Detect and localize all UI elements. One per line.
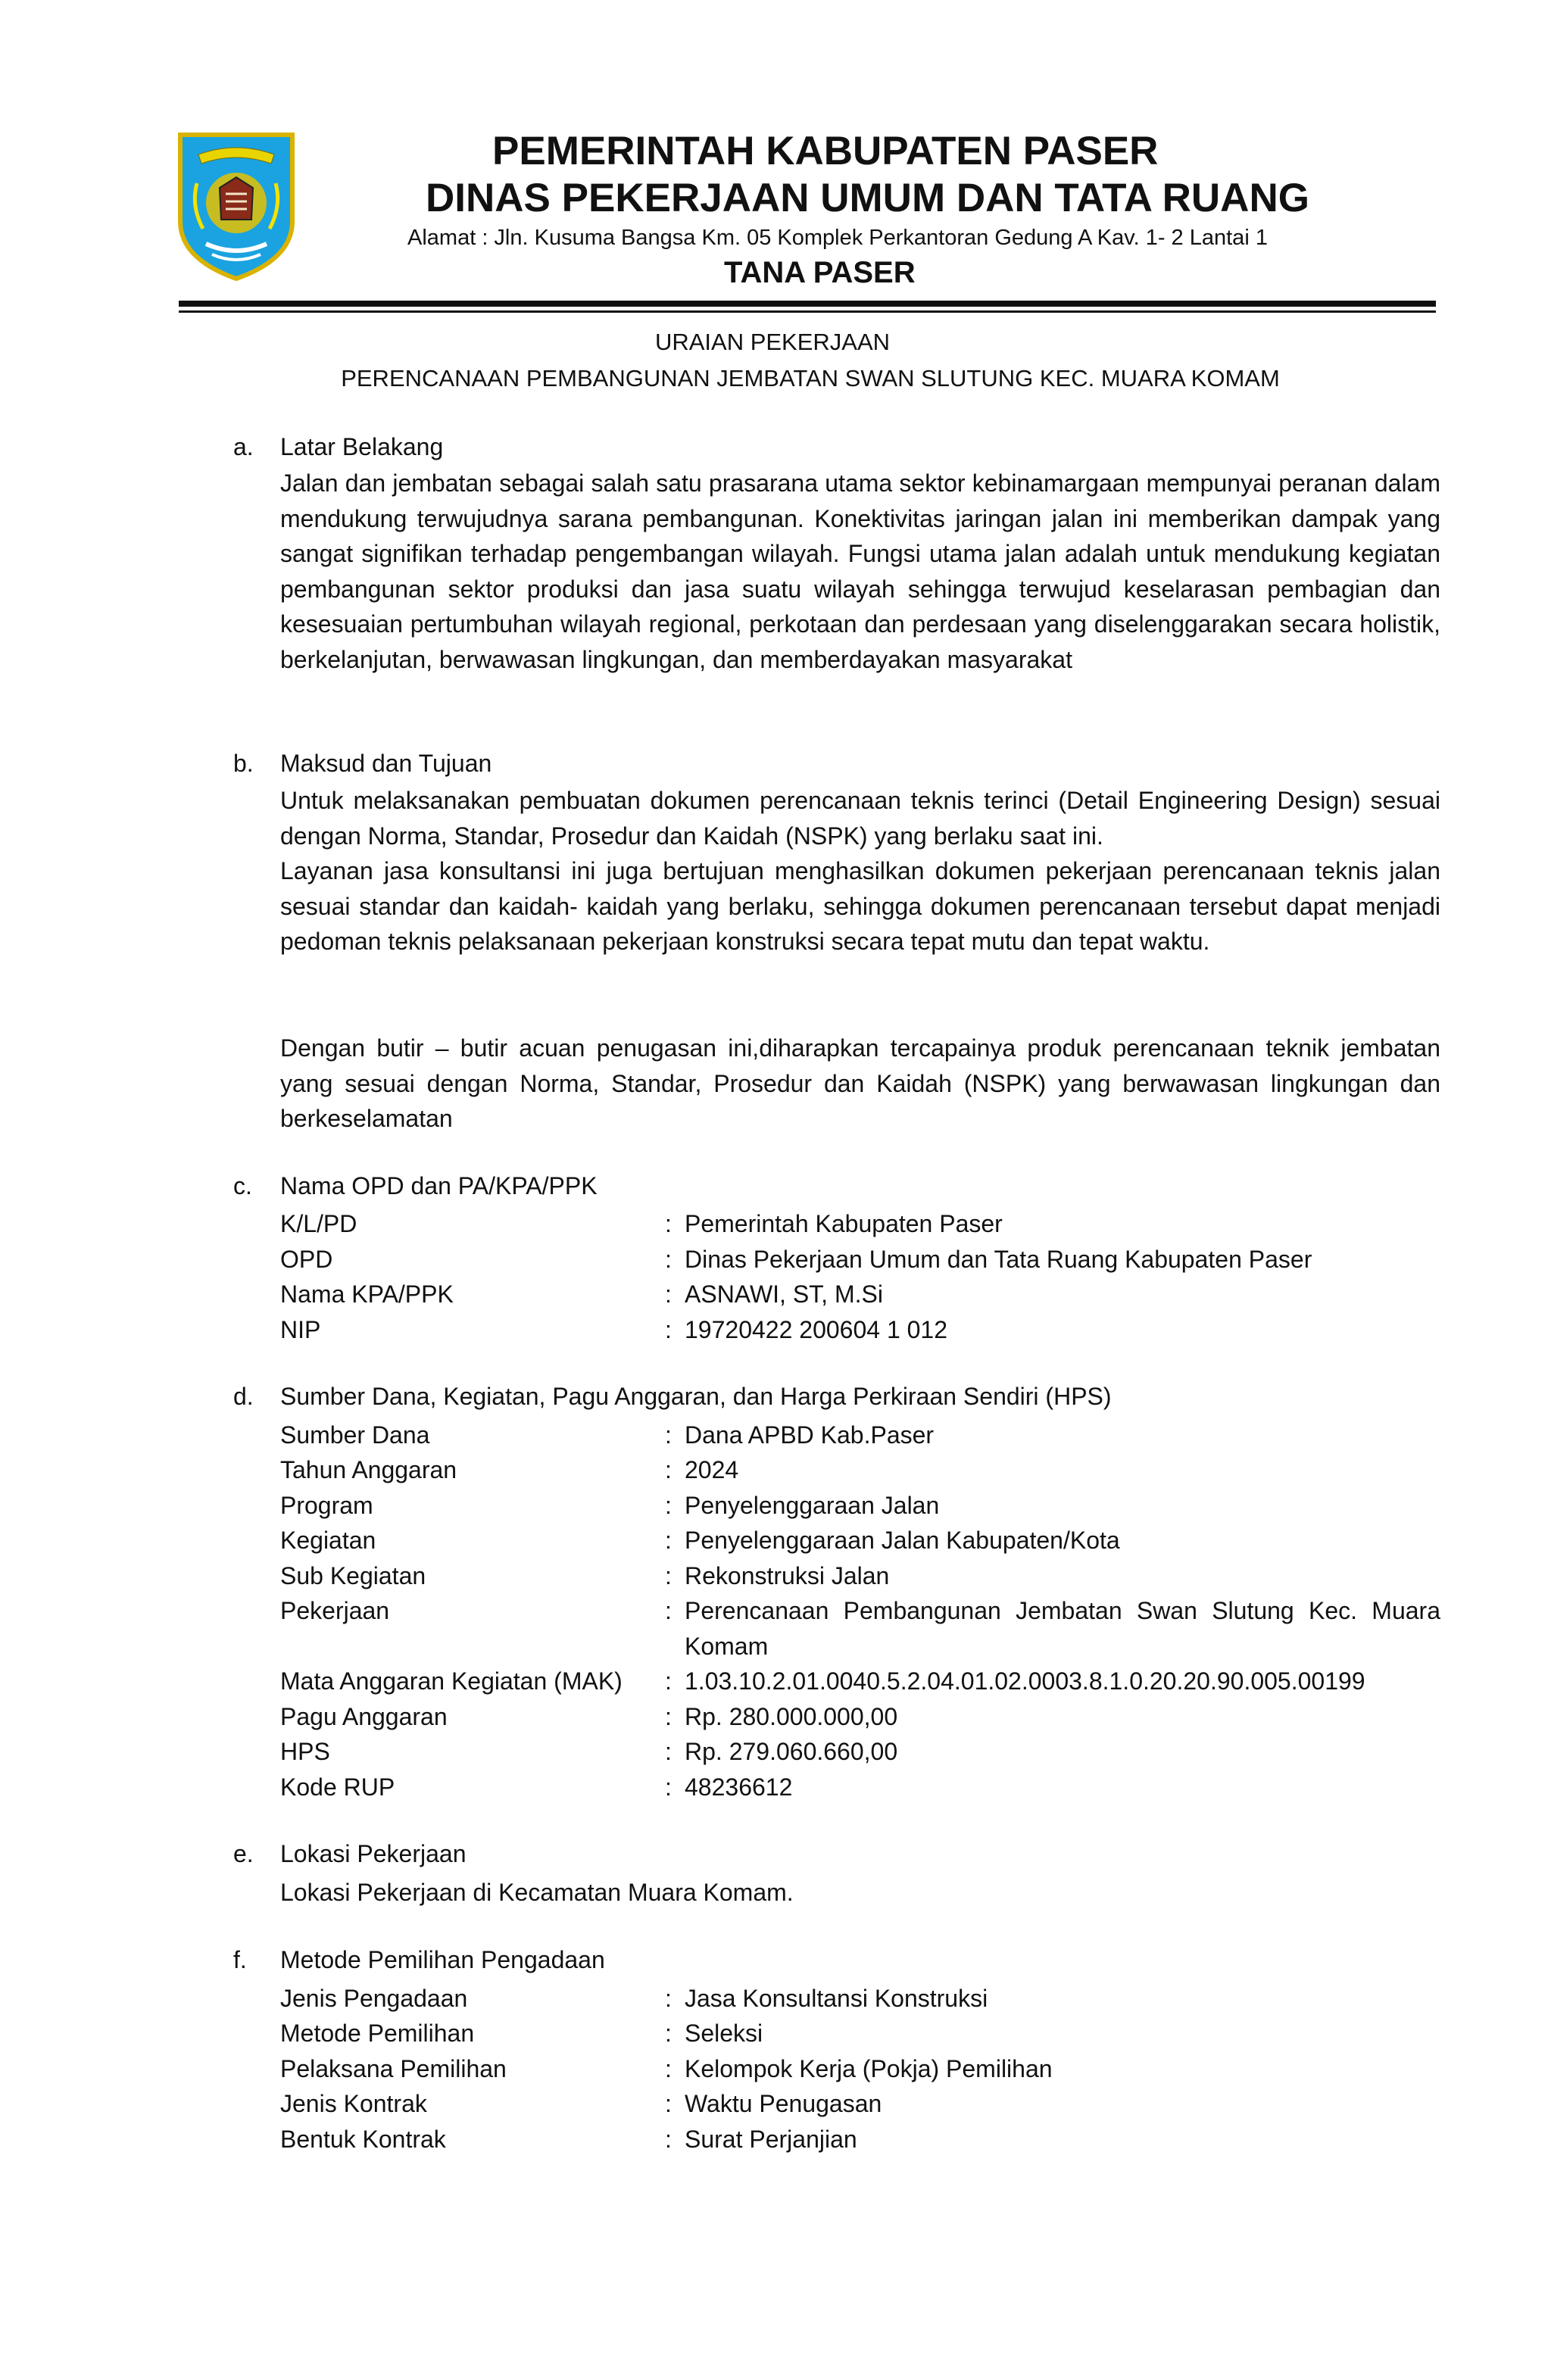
section-b-paragraph: [280, 783, 1440, 959]
kv-colon: :: [665, 1492, 672, 1519]
header-divider-thin: [179, 310, 1436, 313]
kv-colon: :: [665, 1985, 672, 2012]
document-title: URAIAN PEKERJAAN: [654, 329, 891, 355]
kv-value: 19720422 200604 1 012: [685, 1316, 948, 1343]
header-address: Alamat : Jln. Kusuma Bangsa Km. 05 Komplek Perkantoran Gedung A Kav. 1- 2 Lantai 1: [407, 226, 1268, 250]
kv-colon: :: [665, 1246, 672, 1273]
kv-row: [280, 1418, 1440, 1453]
kv-row: [280, 2051, 1440, 2087]
kv-label: Kode RUP: [280, 1773, 395, 1801]
kv-colon: :: [665, 1421, 672, 1449]
kv-value: Penyelenggaraan Jalan: [685, 1492, 940, 1519]
section-title: Latar Belakang: [280, 433, 444, 460]
kv-colon: :: [665, 1316, 672, 1343]
kv-value: Surat Perjanjian: [685, 2126, 857, 2153]
section-letter: d.: [233, 1383, 254, 1410]
section-title: Nama OPD dan PA/KPA/PPK: [280, 1172, 598, 1199]
kv-value: 2024: [685, 1456, 739, 1483]
kv-colon: :: [665, 2126, 672, 2153]
kv-row: [280, 2122, 1440, 2157]
kv-row: [280, 1277, 1440, 1312]
kv-label: Metode Pemilihan: [280, 2020, 475, 2047]
kv-value: Penyelenggaraan Jalan Kabupaten/Kota: [685, 1527, 1120, 1554]
kv-row: [280, 1558, 1440, 1594]
paragraph-text: Untuk melaksanakan pembuatan dokumen perencanaan teknis terinci (Detail Engineering Design) sesuai dengan Norma, Standar, Prosedur dan Kaidah (NSPK) yang berlaku saat ini.: [280, 787, 1440, 850]
kv-label: OPD: [280, 1246, 333, 1273]
kv-value: Perencanaan Pembangunan Jembatan Swan Slutung Kec. Muara Komam: [685, 1597, 1440, 1660]
header-city: TANA PASER: [724, 256, 916, 289]
kv-row: [280, 1734, 1440, 1770]
kv-value: Rp. 279.060.660,00: [685, 1738, 898, 1765]
kv-label: Program: [280, 1492, 373, 1519]
kv-value: 1.03.10.2.01.0040.5.2.04.01.02.0003.8.1.0.20.20.90.005.00199: [685, 1667, 1365, 1695]
kv-colon: :: [665, 1703, 672, 1730]
kabupaten-paser-emblem-icon: [176, 130, 297, 282]
kv-row: [280, 1206, 1440, 1242]
kv-label: Sub Kegiatan: [280, 1562, 426, 1589]
kv-colon: :: [665, 1456, 672, 1483]
kv-colon: :: [665, 1562, 672, 1589]
kv-value: Dinas Pekerjaan Umum dan Tata Ruang Kabupaten Paser: [685, 1246, 1312, 1273]
kv-row: [280, 1981, 1440, 2017]
kv-value: Seleksi: [685, 2020, 763, 2047]
kv-value: Dana APBD Kab.Paser: [685, 1421, 935, 1449]
kv-label: Pelaksana Pemilihan: [280, 2055, 507, 2082]
kv-value: Jasa Konsultansi Konstruksi: [685, 1985, 988, 2012]
kv-row: [280, 1593, 1440, 1664]
paragraph-text: Dengan butir – butir acuan penugasan ini,diharapkan tercapainya produk perencanaan teknik jembatan yang sesuai dengan Norma, Standar, Prosedur dan Kaidah (NSPK) yang berwawasan lingkungan dan berkeselamatan: [280, 1034, 1440, 1132]
section-title: Maksud dan Tujuan: [280, 750, 492, 777]
kv-row: [280, 1523, 1440, 1558]
kv-row: [280, 1452, 1440, 1488]
kv-colon: :: [665, 2090, 672, 2117]
kv-label: Kegiatan: [280, 1527, 376, 1554]
section-a-paragraph: [280, 466, 1440, 677]
kv-value: Rp. 280.000.000,00: [685, 1703, 898, 1730]
kv-label: Bentuk Kontrak: [280, 2126, 446, 2153]
paragraph-text: Lokasi Pekerjaan di Kecamatan Muara Komam.: [280, 1879, 794, 1906]
kv-label: Jenis Pengadaan: [280, 1985, 468, 2012]
kv-label: K/L/PD: [280, 1210, 357, 1237]
kv-row: [280, 1242, 1440, 1277]
paragraph-text: Jalan dan jembatan sebagai salah satu prasarana utama sektor kebinamargaan mempunyai peranan dalam mendukung terwujudnya sarana pembangunan. Konektivitas jaringan jalan ini memberikan dampak yang sangat signifikan terhadap pengembangan wilayah. Fungsi utama jalan adalah untuk mendukung kegiatan pembangunan sektor produksi dan jasa suatu wilayah sehingga terwujud keselarasan pembagian dan kesesuaian pertumbuhan wilayah regional, perkotaan dan perdesaan yang diselenggarakan secara holistik, berkelanjutan, berwawasan lingkungan, dan memberdayakan masyarakat: [280, 469, 1440, 673]
kv-value: Waktu Penugasan: [685, 2090, 882, 2117]
section-b-paragraph-2: [280, 1031, 1440, 1137]
kv-label: Pekerjaan: [280, 1597, 390, 1624]
paragraph-text: Layanan jasa konsultansi ini juga bertujuan menghasilkan dokumen pekerjaan perencanaan teknis jalan sesuai standar dan kaidah- kaidah yang berlaku, sehingga dokumen perencanaan tersebut dapat menjadi pedoman teknis pelaksanaan pekerjaan konstruksi secara tepat mutu dan tepat waktu.: [280, 857, 1440, 955]
kv-row: [280, 2086, 1440, 2122]
kv-row: [280, 1770, 1440, 1805]
section-letter: a.: [233, 433, 254, 460]
document-subtitle: PERENCANAAN PEMBANGUNAN JEMBATAN SWAN SLUTUNG KEC. MUARA KOMAM: [341, 365, 1280, 391]
kv-colon: :: [665, 1210, 672, 1237]
section-letter: f.: [233, 1946, 247, 1973]
kv-label: Tahun Anggaran: [280, 1456, 457, 1483]
kv-row: [280, 2016, 1440, 2051]
header-government-name: PEMERINTAH KABUPATEN PASER: [492, 129, 1159, 173]
kv-colon: :: [665, 1597, 672, 1624]
section-title: Sumber Dana, Kegiatan, Pagu Anggaran, dan Harga Perkiraan Sendiri (HPS): [280, 1383, 1112, 1410]
kv-label: Mata Anggaran Kegiatan (MAK): [280, 1667, 623, 1695]
kv-label: HPS: [280, 1738, 330, 1765]
header-divider-thick: [179, 301, 1436, 307]
section-title: Lokasi Pekerjaan: [280, 1840, 467, 1867]
section-letter: b.: [233, 750, 254, 777]
kv-value: Pemerintah Kabupaten Paser: [685, 1210, 1003, 1237]
section-e-paragraph: [280, 1875, 1440, 1911]
kv-label: Nama KPA/PPK: [280, 1280, 454, 1308]
kv-value: 48236612: [685, 1773, 793, 1801]
section-title: Metode Pemilihan Pengadaan: [280, 1946, 605, 1973]
kv-label: NIP: [280, 1316, 321, 1343]
section-letter: c.: [233, 1172, 252, 1199]
kv-value: Rekonstruksi Jalan: [685, 1562, 890, 1589]
kv-row: [280, 1664, 1440, 1699]
kv-value: Kelompok Kerja (Pokja) Pemilihan: [685, 2055, 1053, 2082]
kv-colon: :: [665, 1773, 672, 1801]
kv-row: [280, 1699, 1440, 1735]
kv-label: Pagu Anggaran: [280, 1703, 448, 1730]
kv-row: [280, 1312, 1440, 1348]
kv-colon: :: [665, 1280, 672, 1308]
kv-colon: :: [665, 2020, 672, 2047]
section-letter: e.: [233, 1840, 254, 1867]
kv-colon: :: [665, 1527, 672, 1554]
kv-colon: :: [665, 1738, 672, 1765]
kv-label: Jenis Kontrak: [280, 2090, 427, 2117]
header-agency-name: DINAS PEKERJAAN UMUM DAN TATA RUANG: [426, 176, 1309, 220]
kv-label: Sumber Dana: [280, 1421, 430, 1449]
kv-colon: :: [665, 2055, 672, 2082]
kv-colon: :: [665, 1667, 672, 1695]
kv-value: ASNAWI, ST, M.Si: [685, 1280, 883, 1308]
kv-row: [280, 1488, 1440, 1524]
